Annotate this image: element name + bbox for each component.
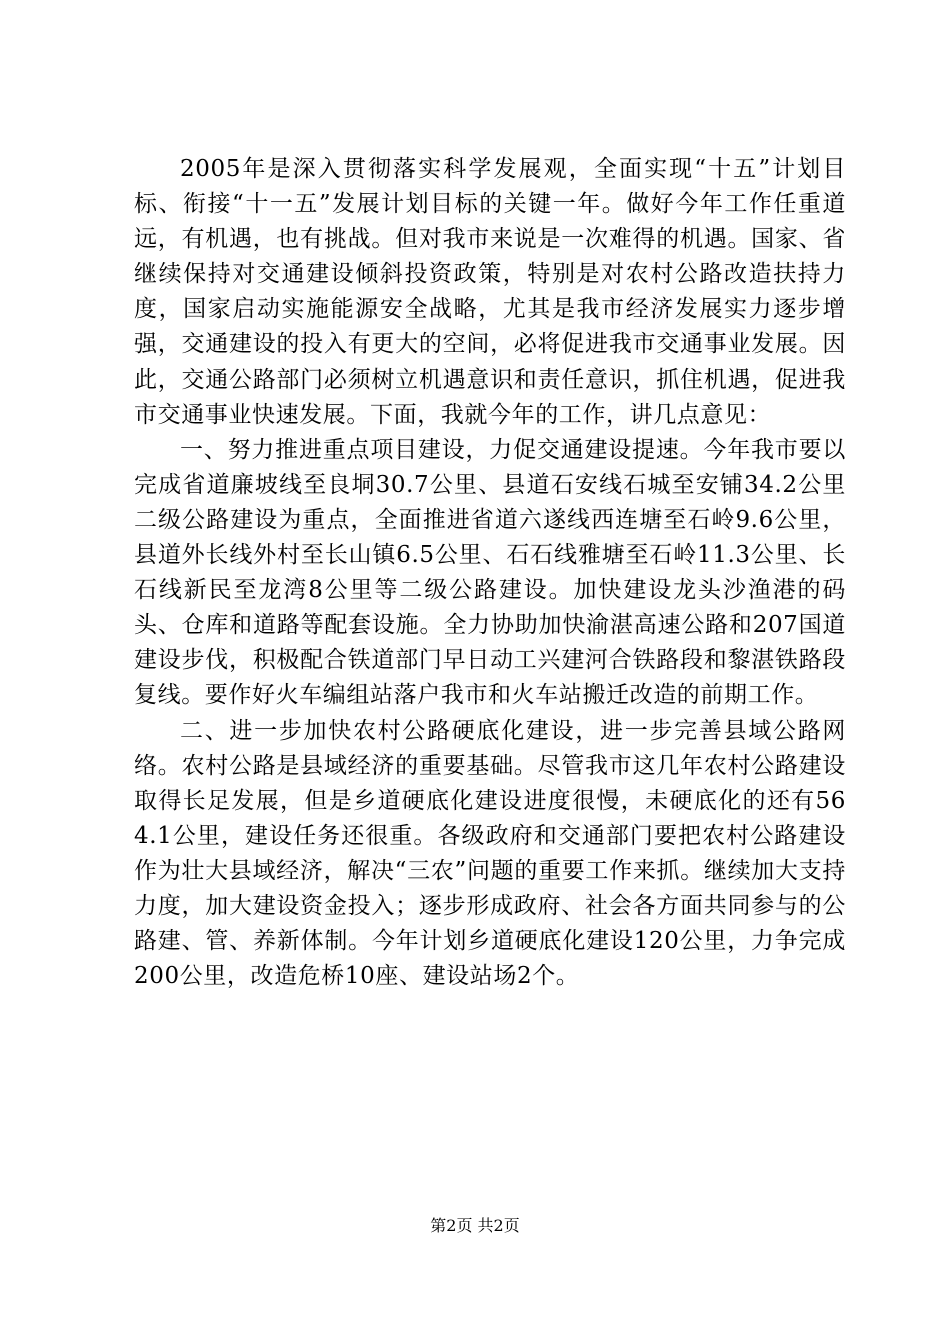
document-body: [134, 152, 846, 994]
paragraph-key-projects: 一、努力推进重点项目建设，力促交通建设提速。今年我市要以完成省道廉坡线至良垌30.7公里、县道石安线石城至安铺34.2公里二级公路建设为重点，全面推进省道六遂线西连塘至石岭9.6公里，县道外长线外村至长山镇6.5公里、石石线雅塘至石岭11.3公里、长石线新民至龙湾8公里等二级公路建设。加快建设龙头沙渔港的码头、仓库和道路等配套设施。全力协助加快渝湛高速公路和207国道建设步伐，积极配合铁道部门早日动工兴建河合铁路段和黎湛铁路段复线。要作好火车编组站落户我市和火车站搬迁改造的前期工作。: [134, 436, 846, 709]
paragraph-rural-roads: 二、进一步加快农村公路硬底化建设，进一步完善县域公路网络。农村公路是县域经济的重要基础。尽管我市这几年农村公路建设取得长足发展，但是乡道硬底化建设进度很慢，未硬底化的还有564.1公里，建设任务还很重。各级政府和交通部门要把农村公路建设作为壮大县域经济，解决“三农”问题的重要工作来抓。继续加大支持力度，加大建设资金投入；逐步形成政府、社会各方面共同参与的公路建、管、养新体制。今年计划乡道硬底化建设120公里，力争完成200公里，改造危桥10座、建设站场2个。: [134, 717, 846, 990]
page-footer: 第2页 共2页: [430, 1216, 520, 1235]
paragraph-intro: 2005年是深入贯彻落实科学发展观，全面实现“十五”计划目标、衔接“十一五”发展计划目标的关键一年。做好今年工作任重道远，有机遇，也有挑战。但对我市来说是一次难得的机遇。国家、省继续保持对交通建设倾斜投资政策，特别是对农村公路改造扶持力度，国家启动实施能源安全战略，尤其是我市经济发展实力逐步增强，交通建设的投入有更大的空间，必将促进我市交通事业发展。因此，交通公路部门必须树立机遇意识和责任意识，抓住机遇，促进我市交通事业快速发展。下面，我就今年的工作，讲几点意见：: [134, 156, 846, 428]
